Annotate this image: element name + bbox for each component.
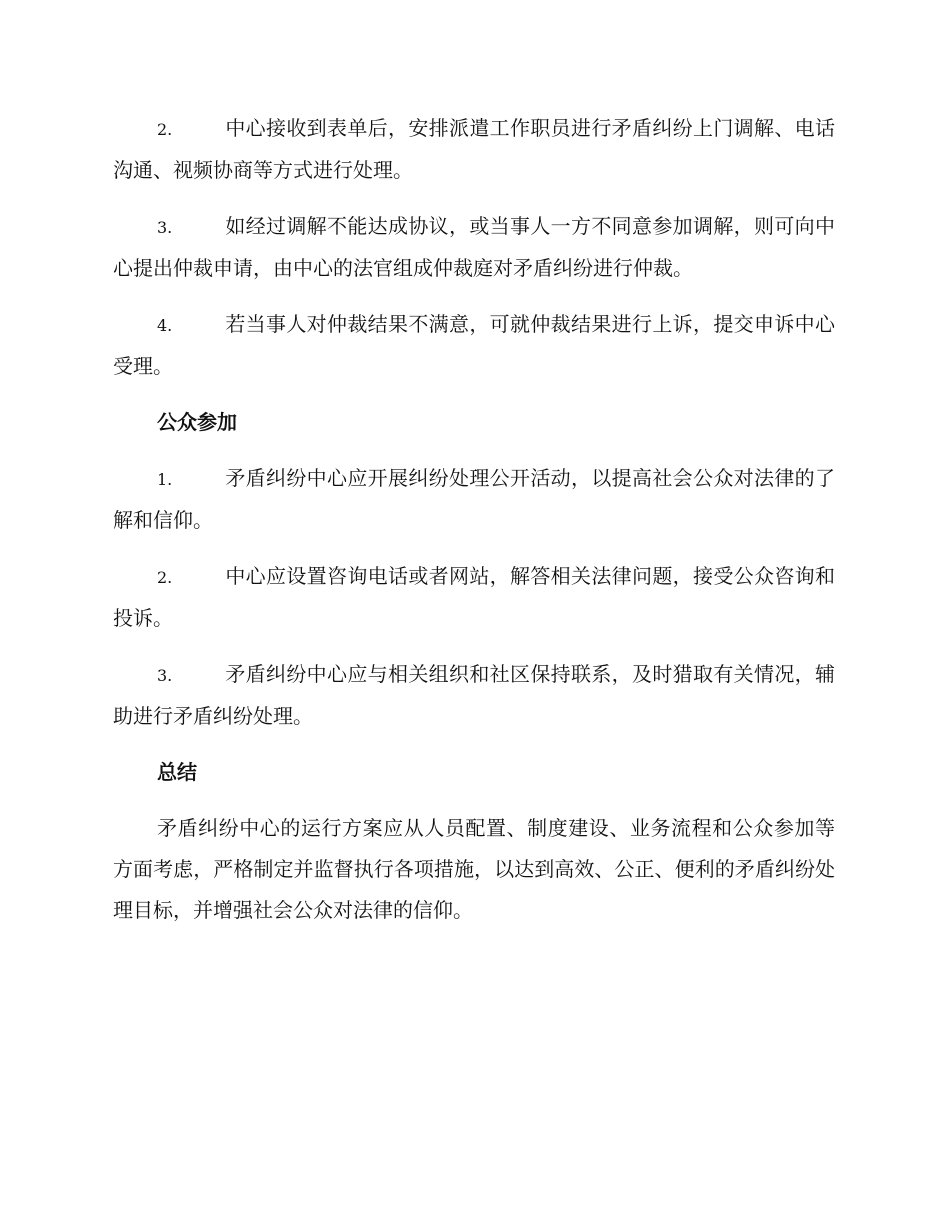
list-item	[113, 556, 835, 639]
list-item	[113, 304, 835, 387]
list-number: 3.	[157, 666, 173, 685]
list-number: 2.	[157, 568, 173, 587]
list-item	[113, 654, 835, 737]
list-text: 矛盾纠纷中心应开展纠纷处理公开活动，以提高社会公众对法律的了解和信仰。	[113, 466, 835, 532]
list-number: 2.	[157, 120, 173, 139]
list-text: 若当事人对仲裁结果不满意，可就仲裁结果进行上诉，提交申诉中心受理。	[113, 312, 835, 378]
list-item	[113, 206, 835, 289]
list-text: 中心应设置咨询电话或者网站，解答相关法律问题，接受公众咨询和投诉。	[113, 564, 835, 630]
list-text: 如经过调解不能达成协议，或当事人一方不同意参加调解，则可向中心提出仲裁申请，由中心的法官组成仲裁庭对矛盾纠纷进行仲裁。	[113, 214, 835, 280]
list-text: 中心接收到表单后，安排派遣工作职员进行矛盾纠纷上门调解、电话沟通、视频协商等方式进行处理。	[113, 116, 835, 182]
list-text: 矛盾纠纷中心应与相关组织和社区保持联系，及时猎取有关情况，辅助进行矛盾纠纷处理。	[113, 662, 835, 728]
summary-paragraph: 矛盾纠纷中心的运行方案应从人员配置、制度建设、业务流程和公众参加等方面考虑，严格制定并监督执行各项措施，以达到高效、公正、便利的矛盾纠纷处理目标，并增强社会公众对法律的信仰。	[113, 816, 835, 922]
list-number: 4.	[157, 316, 173, 335]
list-item	[113, 458, 835, 541]
list-number: 3.	[157, 218, 173, 237]
section-heading-summary: 总结	[157, 760, 197, 784]
document-page	[113, 108, 835, 946]
list-item	[113, 108, 835, 191]
section-heading-public: 公众参加	[157, 410, 237, 434]
list-number: 1.	[157, 470, 173, 489]
